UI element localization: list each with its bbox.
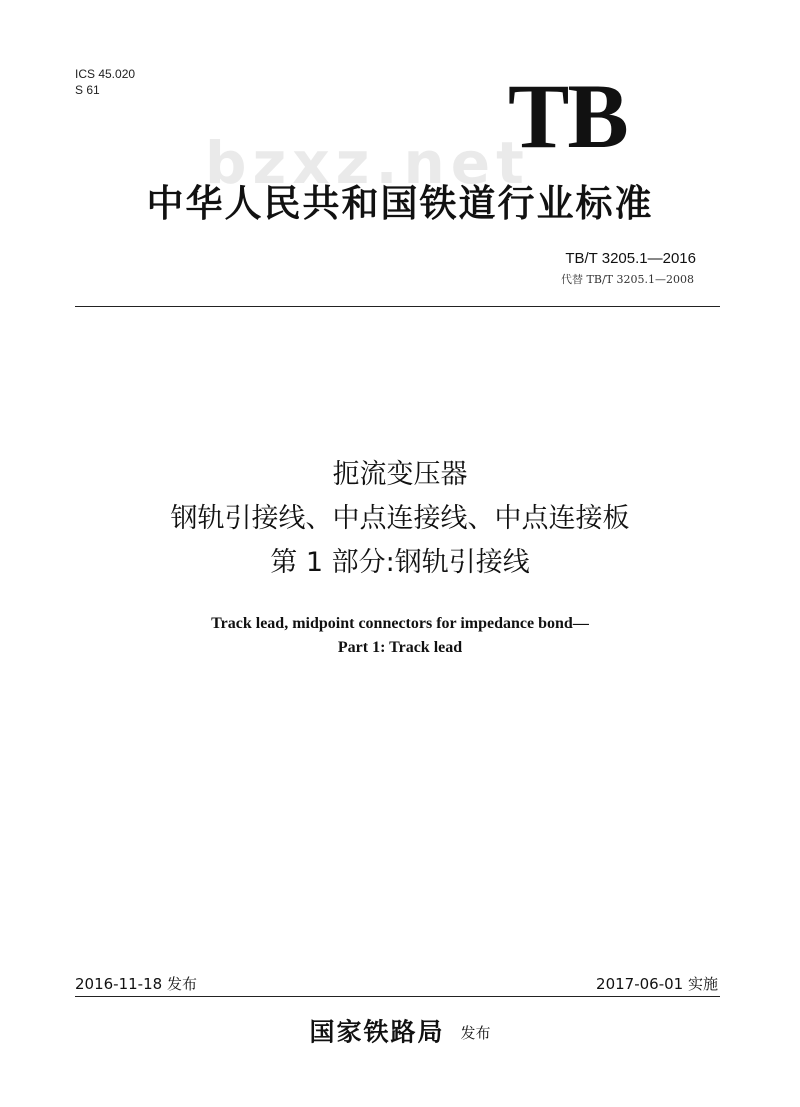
title-cn-line-2: 钢轨引接线、中点连接线、中点连接板 xyxy=(170,503,630,534)
title-en-line-2: Part 1: Track lead xyxy=(337,639,463,656)
implementation-date: 2017-06-01 实施 xyxy=(596,975,718,993)
top-divider xyxy=(75,306,720,307)
tb-logo: TB xyxy=(508,65,627,167)
bottom-divider xyxy=(75,996,720,997)
classification-codes xyxy=(75,66,135,98)
standard-number: TB/T 3205.1—2016 xyxy=(565,250,696,267)
watermark: bzxz.net xyxy=(205,129,530,197)
replaces-note: 代替 TB/T 3205.1—2008 xyxy=(561,273,694,286)
title-en-line-1: Track lead, midpoint connectors for impedance bond— xyxy=(211,615,589,632)
document-title-chinese xyxy=(0,453,800,585)
publisher-name: 国家铁路局 xyxy=(309,1017,445,1047)
ics-code: ICS 45.020 xyxy=(75,67,136,81)
title-cn-line-3: 第 1 部分:钢轨引接线 xyxy=(270,547,530,578)
standard-category-title: 中华人民共和国铁道行业标准 xyxy=(146,182,654,225)
publisher-line xyxy=(0,1014,800,1051)
title-cn-line-1: 扼流变压器 xyxy=(332,459,468,490)
issue-date: 2016-11-18 发布 xyxy=(75,975,197,993)
document-title-english xyxy=(0,612,800,660)
ccs-code: S 61 xyxy=(75,83,100,97)
publish-label: 发布 xyxy=(460,1023,491,1042)
